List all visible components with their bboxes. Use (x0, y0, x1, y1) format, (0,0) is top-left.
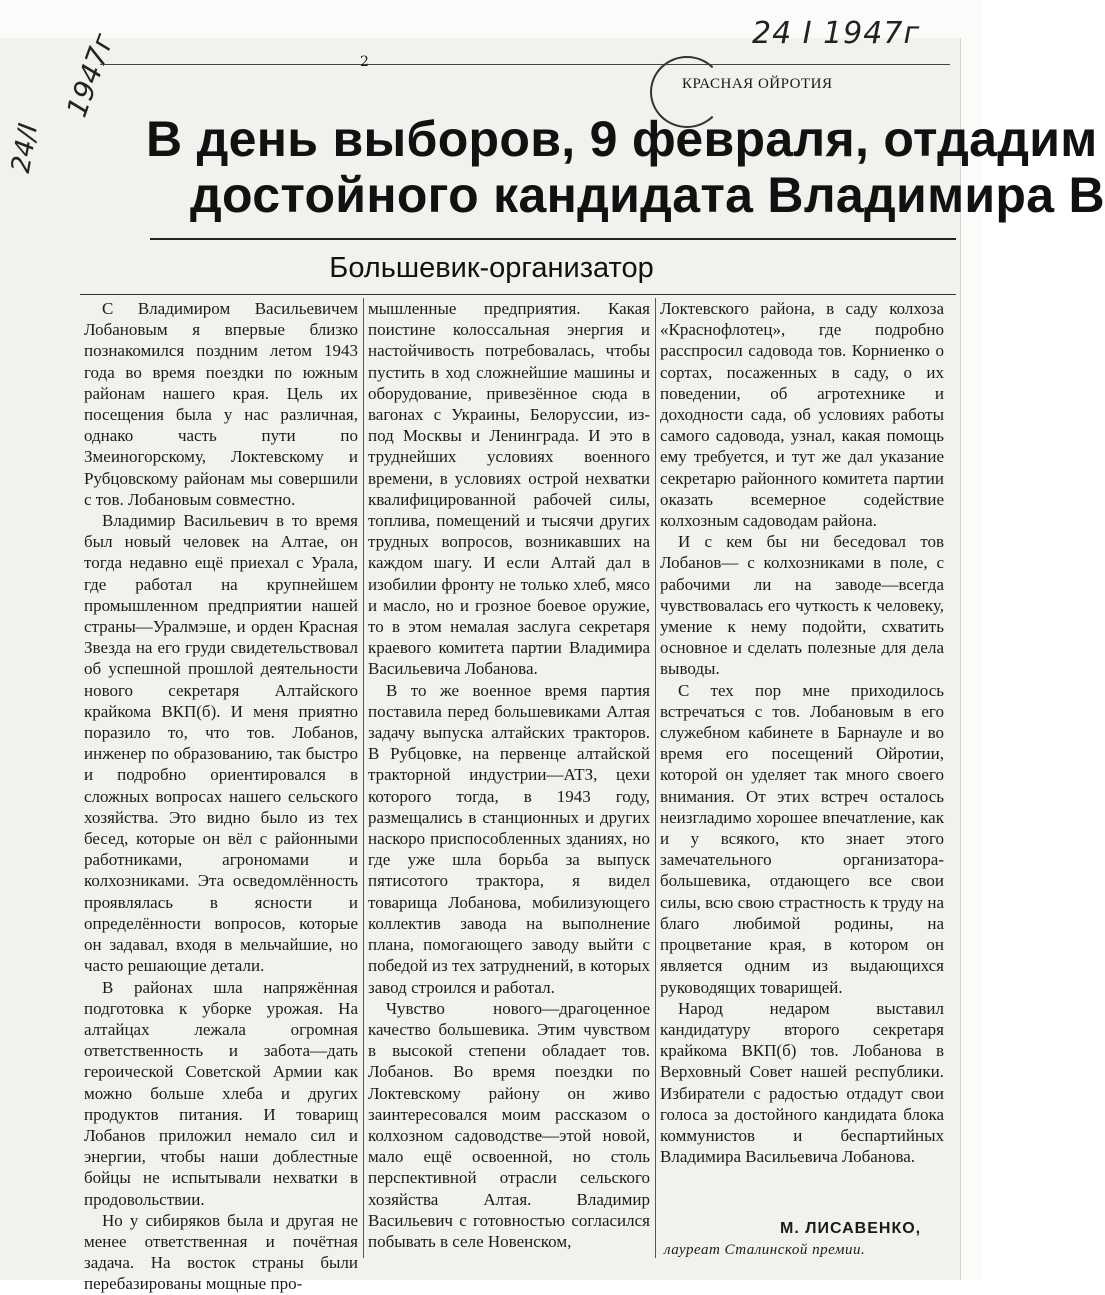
column-divider (655, 298, 656, 1258)
author-title: лауреат Сталинской премии. (664, 1242, 866, 1258)
paragraph: С тех пор мне приходилось встречаться с тов. Лобановым в его служебном кабинете в Барнауле и во время его посещений Ойротии, которой он уделяет так много своего внимания. От этих встреч осталось неизгладимо хорошее впечатление, как и у всякого, кто знает этого замечательного организатора-большевика, отдающего все свои силы, всю свою страстность к труду на благо любимой родины, на процветание края, в котором он является одним из выдающихся руководящих товарищей. (660, 680, 944, 997)
paragraph: В районах шла напряжённая подготовка к уборке урожая. На алтайцах лежала огромная ответственность и забота—дать героической Советской Армии как можно больше хлеба и других продуктов питания. И товарищ Лобанов приложил немало сил и энергии, чтобы наши доблестные бойцы не испытывали нехватки в продовольствии. (84, 977, 358, 1209)
paragraph: Локтевского района, в саду колхоза «Краснофлотец», где подробно расспросил садовода тов. Корниенко о сортах, посаженных в саду, о их поведении, об агротехнике и доходности сада, об условиях работы самого садовода, узнал, какая помощь ему требуется, и тут же дал указание секретарю районного комитета партии оказать всемерное содействие колхозным садоводам района. (660, 299, 944, 531)
paragraph: Народ недаром выставил кандидатуру второго секретаря крайкома ВКП(б) тов. Лобанова в Верховный Совет нашей республики. Избиратели с радостью отдадут свои голоса за достойного кандидата блока коммунистов и беспартийных Владимира Васильевича Лобанова. (660, 998, 944, 1167)
headline-line-2: достойного кандидата Владимира В (190, 167, 1105, 223)
handwritten-side-note: 24/I (6, 121, 45, 176)
paragraph: И с кем бы ни беседовал тов Лобанов— с колхозниками в поле, с рабочими ли на заводе—всегда чувствовалась его чуткость к человеку, умение к нему подойти, схватить основное и сделать полезные для дела выводы. (660, 532, 944, 679)
paragraph: В то же военное время партия поставила перед большевиками Алтая задачу выпуска алтайских тракторов. В Рубцовке, на первенце алтайской тракторной индустрии—АТЗ, цехи которого тогда, в 1943 году, размещались в станционных и других наскоро приспособленных зданиях, но где уже шла борьба за выпуск пятисотого трактора, я видел товарища Лобанова, мобилизующего коллектив завода на выполнение плана, помогающего заводу выйти с победой из тех затруднений, в которых завод строился и работал. (368, 680, 650, 997)
column-divider (363, 298, 364, 1258)
article-column-3 (660, 298, 944, 1213)
title-rule (80, 294, 956, 295)
newspaper-name: КРАСНАЯ ОЙРОТИЯ (682, 76, 833, 92)
article-column-1 (84, 298, 358, 1294)
article-title: Большевик-организатор (329, 252, 654, 284)
headline-line-1: В день выборов, 9 февраля, отдадим (146, 111, 1098, 167)
paragraph: Но у сибиряков была и другая не менее ответственная и почётная задача. На восток страны были перебазированы мощные про- (84, 1210, 358, 1294)
headline-rule (150, 238, 956, 240)
paragraph: Владимир Васильевич в то время был новый человек на Алтае, он тогда недавно ещё приехал с Урала, где работал на крупнейшем промышленном предприятии нашей страны—Уралмэше, и орден Красная Звезда на его груди свидетельствовал об успешной прошлой деятельности нового секретаря Алтайского крайкома ВКП(б). И меня приятно поразило то, что тов. Лобанов, инженер по образованию, так быстро и подробно ориентировался в сложных вопросах нашего сельского хозяйства. Это видно было из тех бесед, которые он вёл с районными работниками, агрономами и колхозниками. Эта осведомлённость проявлялась в ясности и определённости вопросов, которые он задавал, входя в мельчайшие, но часто решающие детали. (84, 511, 358, 976)
paragraph: Чувство нового—драгоценное качество большевика. Этим чувством в высокой степени обладает тов. Лобанов. Во время поездки по Локтевскому району он живо заинтересовался моим рассказом о колхозном садоводстве—этой новой, мало ещё освоенной, но столь перспективной отрасли сельского хозяйства Алтая. Владимир Васильевич с готовностью согласился побывать в селе Новенском, (368, 998, 650, 1251)
page-number: 2 (360, 54, 369, 70)
paragraph: С Владимиром Васильевичем Лобановым я впервые близко познакомился поздним летом 1943 года во время поездки по южным районам нашего края. Цель их посещения была у нас различная, однако часть пути по Змеиногорскому, Локтевскому и Рубцовскому районам мы совершили с тов. Лобановым совместно. (84, 299, 358, 509)
header-rule (100, 64, 950, 65)
article-column-2 (368, 298, 650, 1258)
headline (0, 110, 1105, 235)
handwritten-side-year: 1947г (60, 29, 121, 122)
handwritten-date: 24 I 1947г (752, 16, 921, 51)
paragraph: мышленные предприятия. Какая поистине колоссальная энергия и настойчивость потребовалась, чтобы пустить в ход сложнейшие машины и оборудование, привезённое сюда в вагонах с Украины, Белоруссии, из-под Москвы и Ленинграда. И это в труднейших условиях военного времени, в условиях острой нехватки квалифицированной рабочей силы, топлива, помещений и тысячи других трудных вопросов, возникавших на каждом шагу. И если Алтай дал в изобилии фронту не только хлеб, мясо и масло, но и грозное боевое оружие, то в этом немалая заслуга секретаря краевого комитета партии Владимира Васильевича Лобанова. (368, 299, 650, 679)
author-signature: М. ЛИСАВЕНКО, (780, 1220, 922, 1237)
